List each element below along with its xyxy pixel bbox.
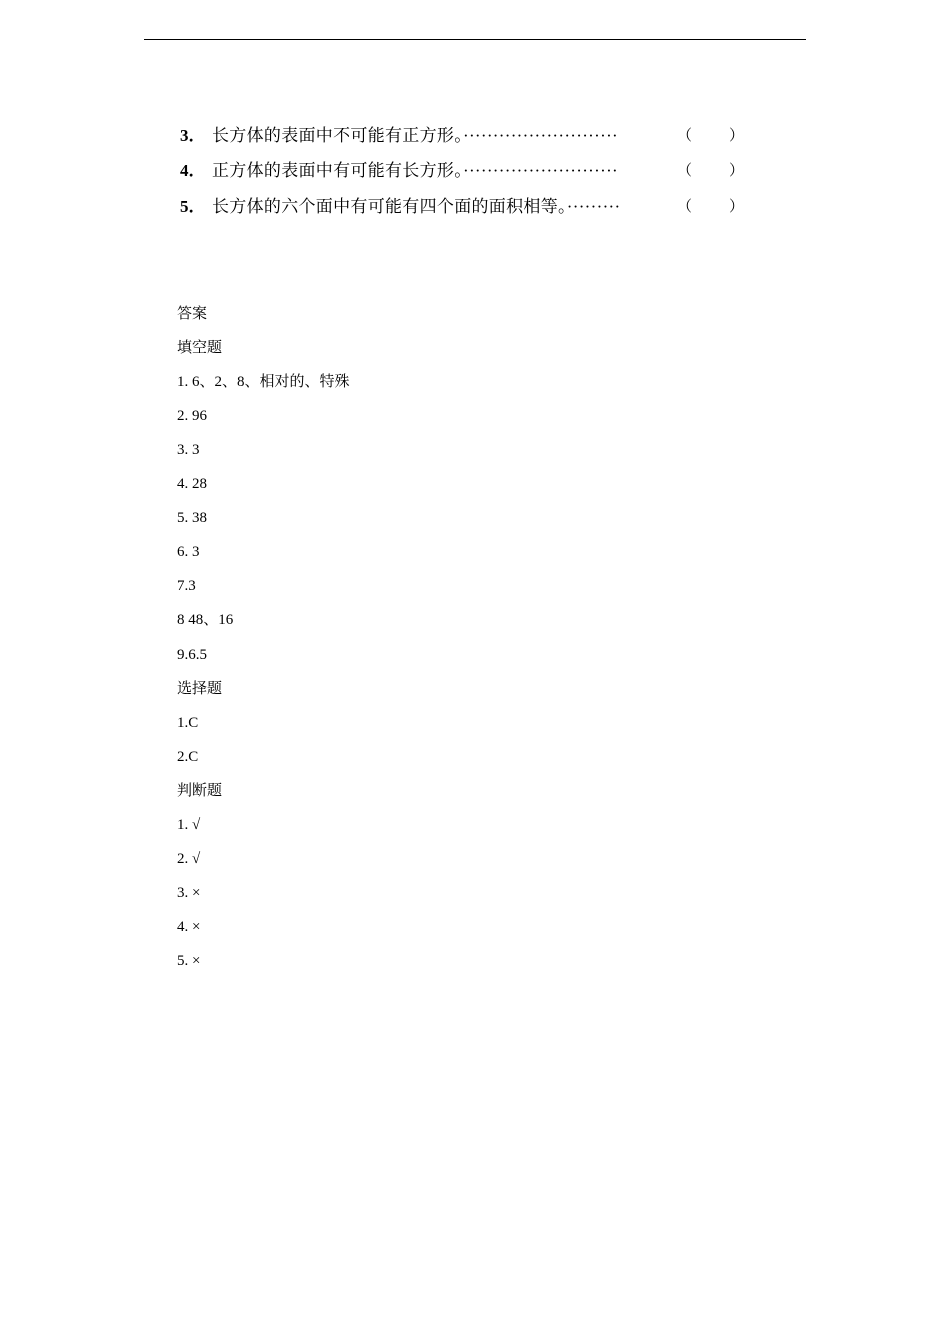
judge-answer: 5. × — [177, 953, 201, 969]
fill-answer: 4. 28 — [177, 476, 207, 492]
judge-answer: 1. √ — [177, 817, 201, 833]
fill-answer: 7.3 — [177, 578, 196, 594]
paren-open: （ — [677, 128, 693, 144]
judge-answer: 2. √ — [177, 851, 201, 867]
choice-answer: 1.C — [177, 715, 199, 731]
question-item — [180, 195, 750, 219]
fill-answer: 6. 3 — [177, 544, 200, 560]
fill-answer: 3. 3 — [177, 442, 200, 458]
fill-answer: 2. 96 — [177, 408, 207, 424]
paren-open: （ — [677, 163, 693, 179]
question-item — [180, 124, 750, 148]
question-number: 5． — [180, 197, 206, 216]
question-text: 长方体的六个面中有可能有四个面的面积相等。········· — [212, 197, 621, 216]
judge-answer: 4. × — [177, 919, 201, 935]
question-number: 3． — [180, 126, 206, 145]
paren-close: ） — [729, 128, 745, 144]
answers-heading: 答案 — [177, 306, 208, 322]
fill-answer: 5. 38 — [177, 510, 207, 526]
header-rule — [144, 39, 806, 40]
question-text: 长方体的表面中不可能有正方形。·························· — [212, 126, 618, 145]
paren-close: ） — [729, 163, 745, 179]
choice-answer: 2.C — [177, 749, 199, 765]
fill-answer: 9.6.5 — [177, 647, 207, 663]
question-item — [180, 159, 750, 183]
judge-answer: 3. × — [177, 885, 201, 901]
fill-section-title: 填空题 — [177, 340, 223, 356]
paren-close: ） — [729, 199, 745, 215]
fill-answer: 1. 6、2、8、相对的、特殊 — [177, 374, 350, 390]
question-text: 正方体的表面中有可能有长方形。·························· — [212, 161, 618, 180]
choice-section-title: 选择题 — [177, 681, 223, 697]
question-number: 4． — [180, 161, 206, 180]
fill-answer: 8 48、16 — [177, 612, 234, 628]
judge-section-title: 判断题 — [177, 783, 223, 799]
paren-open: （ — [677, 199, 693, 215]
